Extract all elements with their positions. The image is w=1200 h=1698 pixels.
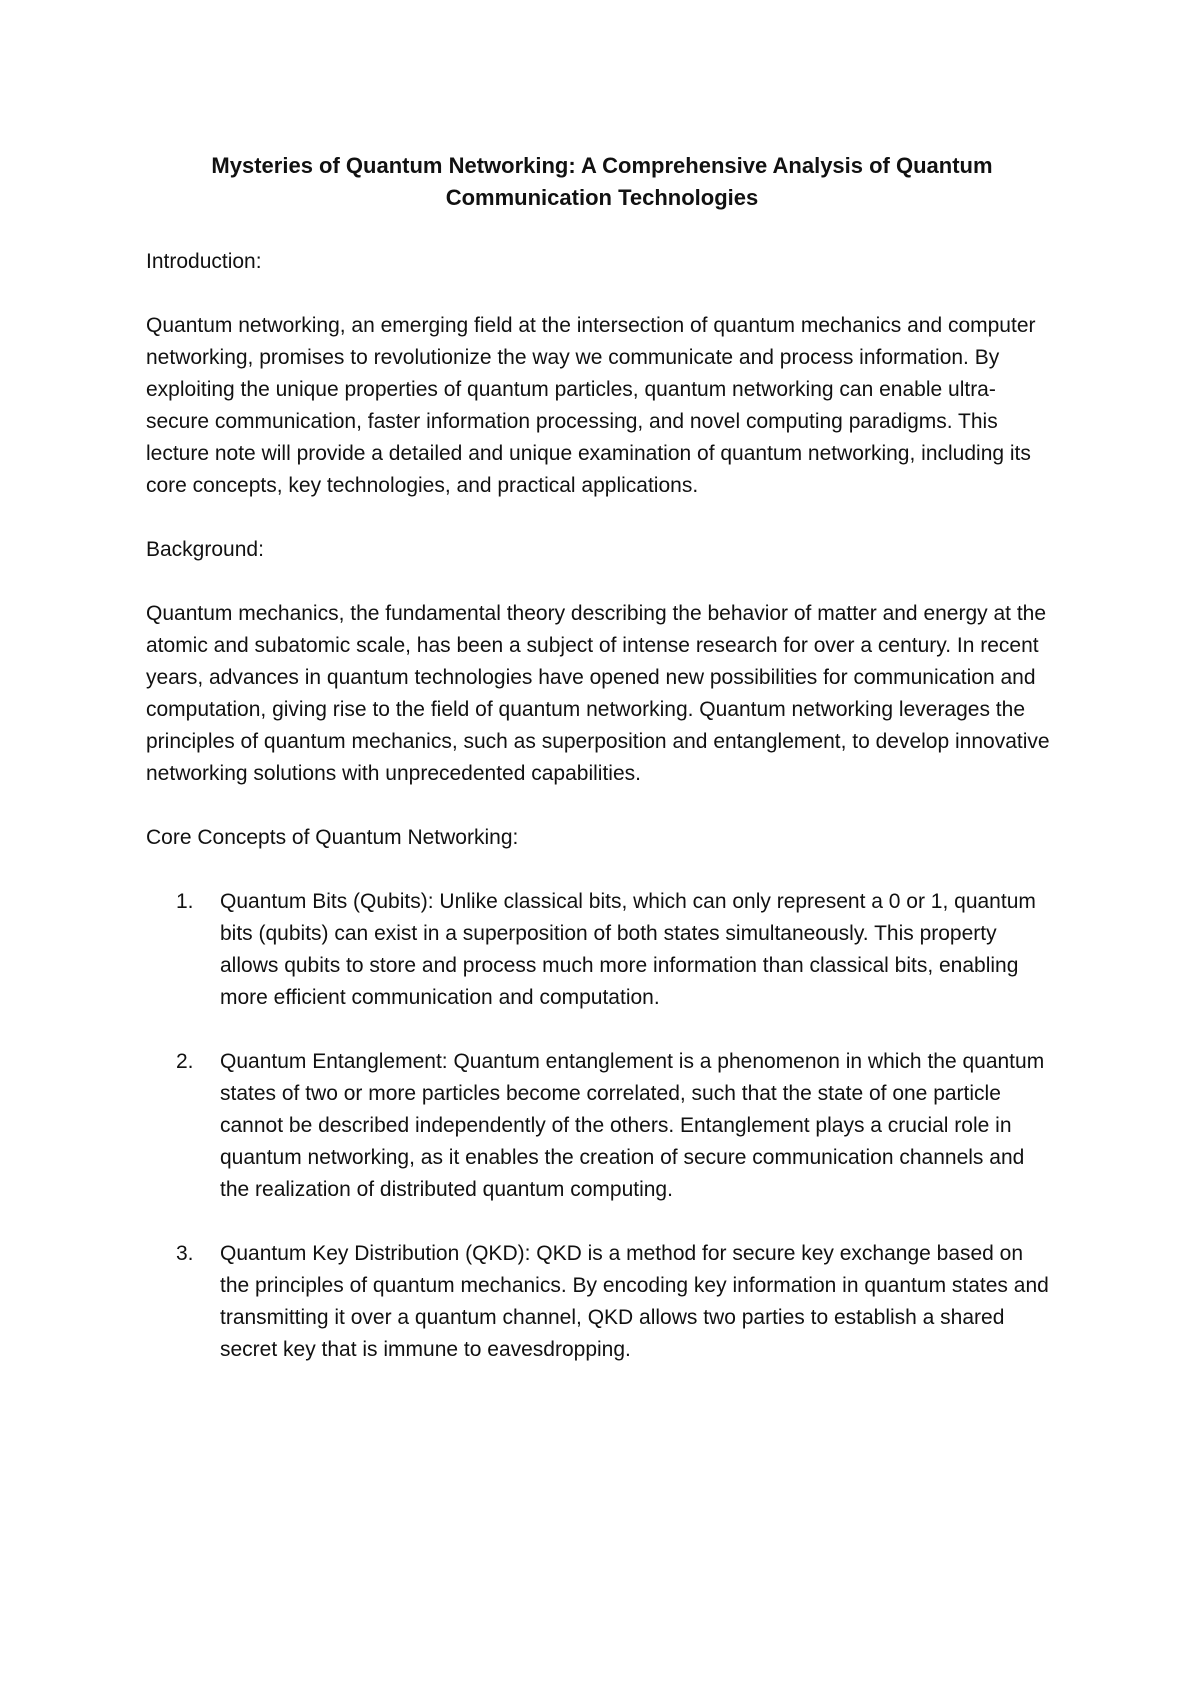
list-item-number: 2.: [176, 1050, 194, 1073]
list-item-number: 3.: [176, 1242, 194, 1265]
core-concepts-heading: Core Concepts of Quantum Networking:: [146, 826, 519, 849]
introduction-paragraph: Quantum networking, an emerging field at the intersection of quantum mechanics and computer networking, promises to revolutionize the way we communicate and process information. By exploiting the unique properties of quantum particles, quantum networking can enable ultra-secure communication, faster information processing, and novel computing paradigms. This lecture note will provide a detailed and unique examination of quantum networking, including its core concepts, key technologies, and practical applications.: [146, 314, 1036, 497]
list-item: [146, 886, 1058, 1014]
document-body: [146, 150, 1058, 1366]
list-item-text: Quantum Entanglement: Quantum entanglement is a phenomenon in which the quantum states of two or more particles become correlated, such that the state of one particle cannot be described independently of the others. Entanglement plays a crucial role in quantum networking, as it enables the creation of secure communication channels and the realization of distributed quantum computing.: [220, 1050, 1045, 1201]
list-item-number: 1.: [176, 890, 194, 913]
document-title: Mysteries of Quantum Networking: A Comprehensive Analysis of Quantum Communication Technologies: [211, 153, 993, 210]
background-heading: Background:: [146, 538, 264, 561]
introduction-heading: Introduction:: [146, 250, 262, 273]
list-item-text: Quantum Key Distribution (QKD): QKD is a method for secure key exchange based on the principles of quantum mechanics. By encoding key information in quantum states and transmitting it over a quantum channel, QKD allows two parties to establish a shared secret key that is immune to eavesdropping.: [220, 1242, 1049, 1361]
background-paragraph: Quantum mechanics, the fundamental theory describing the behavior of matter and energy at the atomic and subatomic scale, has been a subject of intense research for over a century. In recent years, advances in quantum technologies have opened new possibilities for communication and computation, giving rise to the field of quantum networking. Quantum networking leverages the principles of quantum mechanics, such as superposition and entanglement, to develop innovative networking solutions with unprecedented capabilities.: [146, 602, 1050, 785]
list-item: [146, 1238, 1058, 1366]
core-concepts-list: [146, 886, 1058, 1366]
list-item-text: Quantum Bits (Qubits): Unlike classical bits, which can only represent a 0 or 1, quantum bits (qubits) can exist in a superposition of both states simultaneously. This property allows qubits to store and process much more information than classical bits, enabling more efficient communication and computation.: [220, 890, 1036, 1009]
list-item: [146, 1046, 1058, 1206]
